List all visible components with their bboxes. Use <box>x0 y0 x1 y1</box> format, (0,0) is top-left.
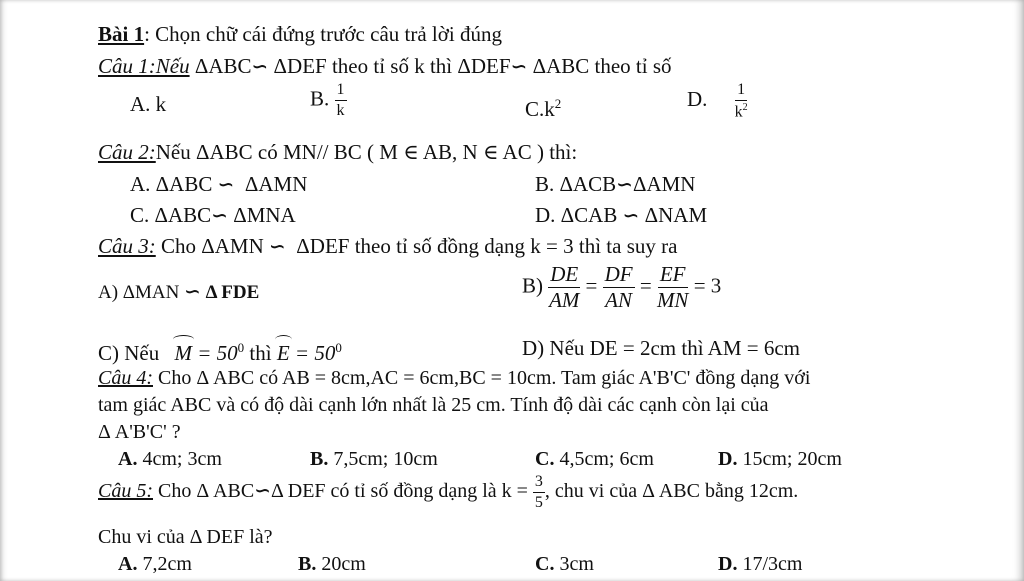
question-1-text-a: ΔABC <box>194 54 252 78</box>
similar-symbol: ∽ <box>211 205 228 227</box>
q3-option-d-text: D) Nếu DE = 2cm thì AM = 6cm <box>522 336 800 360</box>
question-2-text: Nếu ΔABC có MN// BC ( M ∈ AB, N ∈ AC ) thì: <box>155 140 578 164</box>
q5-option-c-letter: C. <box>535 553 555 575</box>
q3-option-d[interactable] <box>522 336 800 360</box>
q2-option-c-right: ΔMNA <box>233 203 296 227</box>
q2-option-d-left: D. ΔCAB <box>535 203 618 227</box>
q2-option-b[interactable] <box>535 172 695 197</box>
q3-option-c-prefix: C) Nếu <box>98 341 160 365</box>
q3-option-a[interactable] <box>98 280 259 305</box>
question-5-text-a: Cho Δ ABC <box>158 480 255 503</box>
question-1-text-c: ΔABC theo tỉ số <box>532 54 672 78</box>
similar-symbol: ∽ <box>184 281 201 303</box>
q2-option-b-left: B. ΔACB <box>535 172 617 196</box>
q3-option-b-letter: B) <box>522 273 543 298</box>
similar-symbol: ∽ <box>616 174 633 196</box>
fraction-numerator: DE <box>550 262 579 286</box>
exercise-title <box>98 22 502 46</box>
question-5-line-2: Chu vi của Δ DEF là? <box>98 526 273 548</box>
q1-option-b-fraction <box>335 82 347 119</box>
degree-mark: 0 <box>335 340 342 355</box>
q4-option-b-text: 7,5cm; 10cm <box>333 448 438 470</box>
exercise-label: Bài 1 <box>98 22 145 46</box>
question-4-line-3: Δ A'B'C' ? <box>98 421 181 443</box>
angle-m-value: = 50 <box>197 341 238 365</box>
angle-e: E <box>276 341 290 365</box>
q5-option-a-letter: A. <box>118 553 138 575</box>
q1-option-c-text: C.k <box>525 97 555 121</box>
fraction-denominator: MN <box>656 288 689 312</box>
question-5-text-c: , chu vi của Δ ABC bằng 12cm. <box>544 480 799 503</box>
angle-m: M <box>174 341 192 365</box>
q2-option-d[interactable] <box>535 203 707 228</box>
q5-option-d-text: 17/3cm <box>742 553 803 575</box>
q2-option-b-right: ΔAMN <box>632 172 696 196</box>
fraction-numerator: DF <box>604 262 633 286</box>
angle-e-value: = 50 <box>294 341 336 365</box>
q3-option-a-left: A) ΔMAN <box>98 282 180 303</box>
equals-sign: = <box>639 273 652 298</box>
question-1-text-b: ΔDEF theo tỉ số k thì ΔDEF <box>273 54 511 78</box>
degree-mark: 0 <box>237 340 245 355</box>
similar-symbol: ∽ <box>217 174 235 196</box>
q2-option-d-right: ΔNAM <box>644 203 708 227</box>
ratio-k-fraction <box>533 474 545 511</box>
question-5 <box>98 474 798 511</box>
then-word: thì <box>249 341 272 365</box>
q4-option-d-letter: D. <box>718 448 738 470</box>
question-4-line-2: tam giác ABC và có độ dài cạnh lớn nhất là 25 cm. Tính độ dài các cạnh còn lại của <box>98 394 769 416</box>
q4-option-d[interactable] <box>718 447 842 471</box>
question-3 <box>98 234 677 259</box>
ratio-value: = 3 <box>693 273 722 298</box>
q4-option-b[interactable] <box>310 447 438 471</box>
q2-option-a-right: ΔAMN <box>244 172 308 196</box>
fraction-numerator: EF <box>659 262 686 286</box>
similar-symbol: ∽ <box>510 56 528 78</box>
q4-option-a-text: 4cm; 3cm <box>142 448 222 470</box>
fraction-numerator: 1 <box>335 82 347 101</box>
question-4-label: Câu 4: <box>98 367 153 389</box>
q4-option-d-text: 15cm; 20cm <box>742 448 842 470</box>
q4-option-c-text: 4,5cm; 6cm <box>559 448 654 470</box>
similar-symbol: ∽ <box>269 236 286 258</box>
exponent: 2 <box>742 102 748 113</box>
q1-option-b[interactable] <box>310 82 347 119</box>
question-2-label: Câu 2: <box>98 140 156 164</box>
q5-option-a[interactable] <box>118 552 192 576</box>
q4-option-a[interactable] <box>118 447 222 471</box>
q4-option-c[interactable] <box>535 447 654 471</box>
q4-option-a-letter: A. <box>118 448 138 470</box>
q3-option-b[interactable] <box>522 264 721 311</box>
q1-option-c[interactable] <box>525 92 561 121</box>
q4-option-b-letter: B. <box>310 448 329 470</box>
question-3-label: Câu 3: <box>98 234 156 258</box>
question-5-text-b: Δ DEF có tỉ số đồng dạng là k = <box>271 480 528 503</box>
fraction-denominator: k <box>336 102 345 119</box>
question-4 <box>98 366 810 390</box>
q3-option-c[interactable] <box>98 336 342 365</box>
exponent: 2 <box>554 96 562 111</box>
question-4-line-1: Cho Δ ABC có AB = 8cm,AC = 6cm,BC = 10cm. Tam giác A'B'C' đồng dạng với <box>158 367 811 389</box>
q5-option-c[interactable] <box>535 552 594 576</box>
q1-option-a[interactable] <box>130 92 166 116</box>
ratio-de-am <box>548 264 580 311</box>
q5-option-b[interactable] <box>298 552 366 576</box>
similar-symbol: ∽ <box>254 480 271 503</box>
fraction-denominator: AN <box>605 288 633 312</box>
question-1 <box>98 54 672 79</box>
similar-symbol: ∽ <box>622 205 640 227</box>
fraction-denominator: AM <box>549 288 580 312</box>
q1-option-d[interactable] <box>687 82 748 120</box>
q2-option-c[interactable] <box>130 203 296 228</box>
q5-option-d[interactable] <box>718 552 802 576</box>
question-2 <box>98 140 577 164</box>
fraction-denominator: 5 <box>534 494 543 511</box>
q5-option-b-text: 20cm <box>321 553 366 575</box>
q1-option-d-fraction <box>735 82 748 120</box>
q2-option-a[interactable] <box>130 172 307 197</box>
similar-symbol: ∽ <box>251 56 269 78</box>
q5-option-d-letter: D. <box>718 553 738 575</box>
q5-option-b-letter: B. <box>298 553 317 575</box>
q2-option-c-left: C. ΔABC <box>130 203 212 227</box>
question-1-label: Câu 1:Nếu <box>98 54 190 78</box>
question-5-label: Câu 5: <box>98 480 153 503</box>
exercise-instruction: : Chọn chữ cái đứng trước câu trả lời đúng <box>144 22 502 46</box>
ratio-df-an <box>603 264 635 311</box>
q5-option-c-text: 3cm <box>559 553 594 575</box>
q1-option-a-text: A. k <box>130 92 167 116</box>
equals-sign: = <box>585 273 598 298</box>
q3-option-a-right: Δ FDE <box>205 282 260 303</box>
ratio-ef-mn <box>657 264 689 311</box>
question-3-text-a: Cho ΔAMN <box>161 234 264 258</box>
q1-option-b-letter: B. <box>310 86 330 111</box>
q2-option-a-left: A. ΔABC <box>130 172 213 196</box>
question-3-text-b: ΔDEF theo tỉ số đồng dạng k = 3 thì ta suy ra <box>296 234 678 258</box>
fraction-denominator: $k^2$ <box>734 102 748 121</box>
fraction-numerator: 3 <box>533 474 545 493</box>
q4-option-c-letter: C. <box>535 448 555 470</box>
q5-option-a-text: 7,2cm <box>142 553 192 575</box>
fraction-numerator: 1 <box>735 82 747 101</box>
q1-option-d-letter: D. <box>687 86 708 111</box>
